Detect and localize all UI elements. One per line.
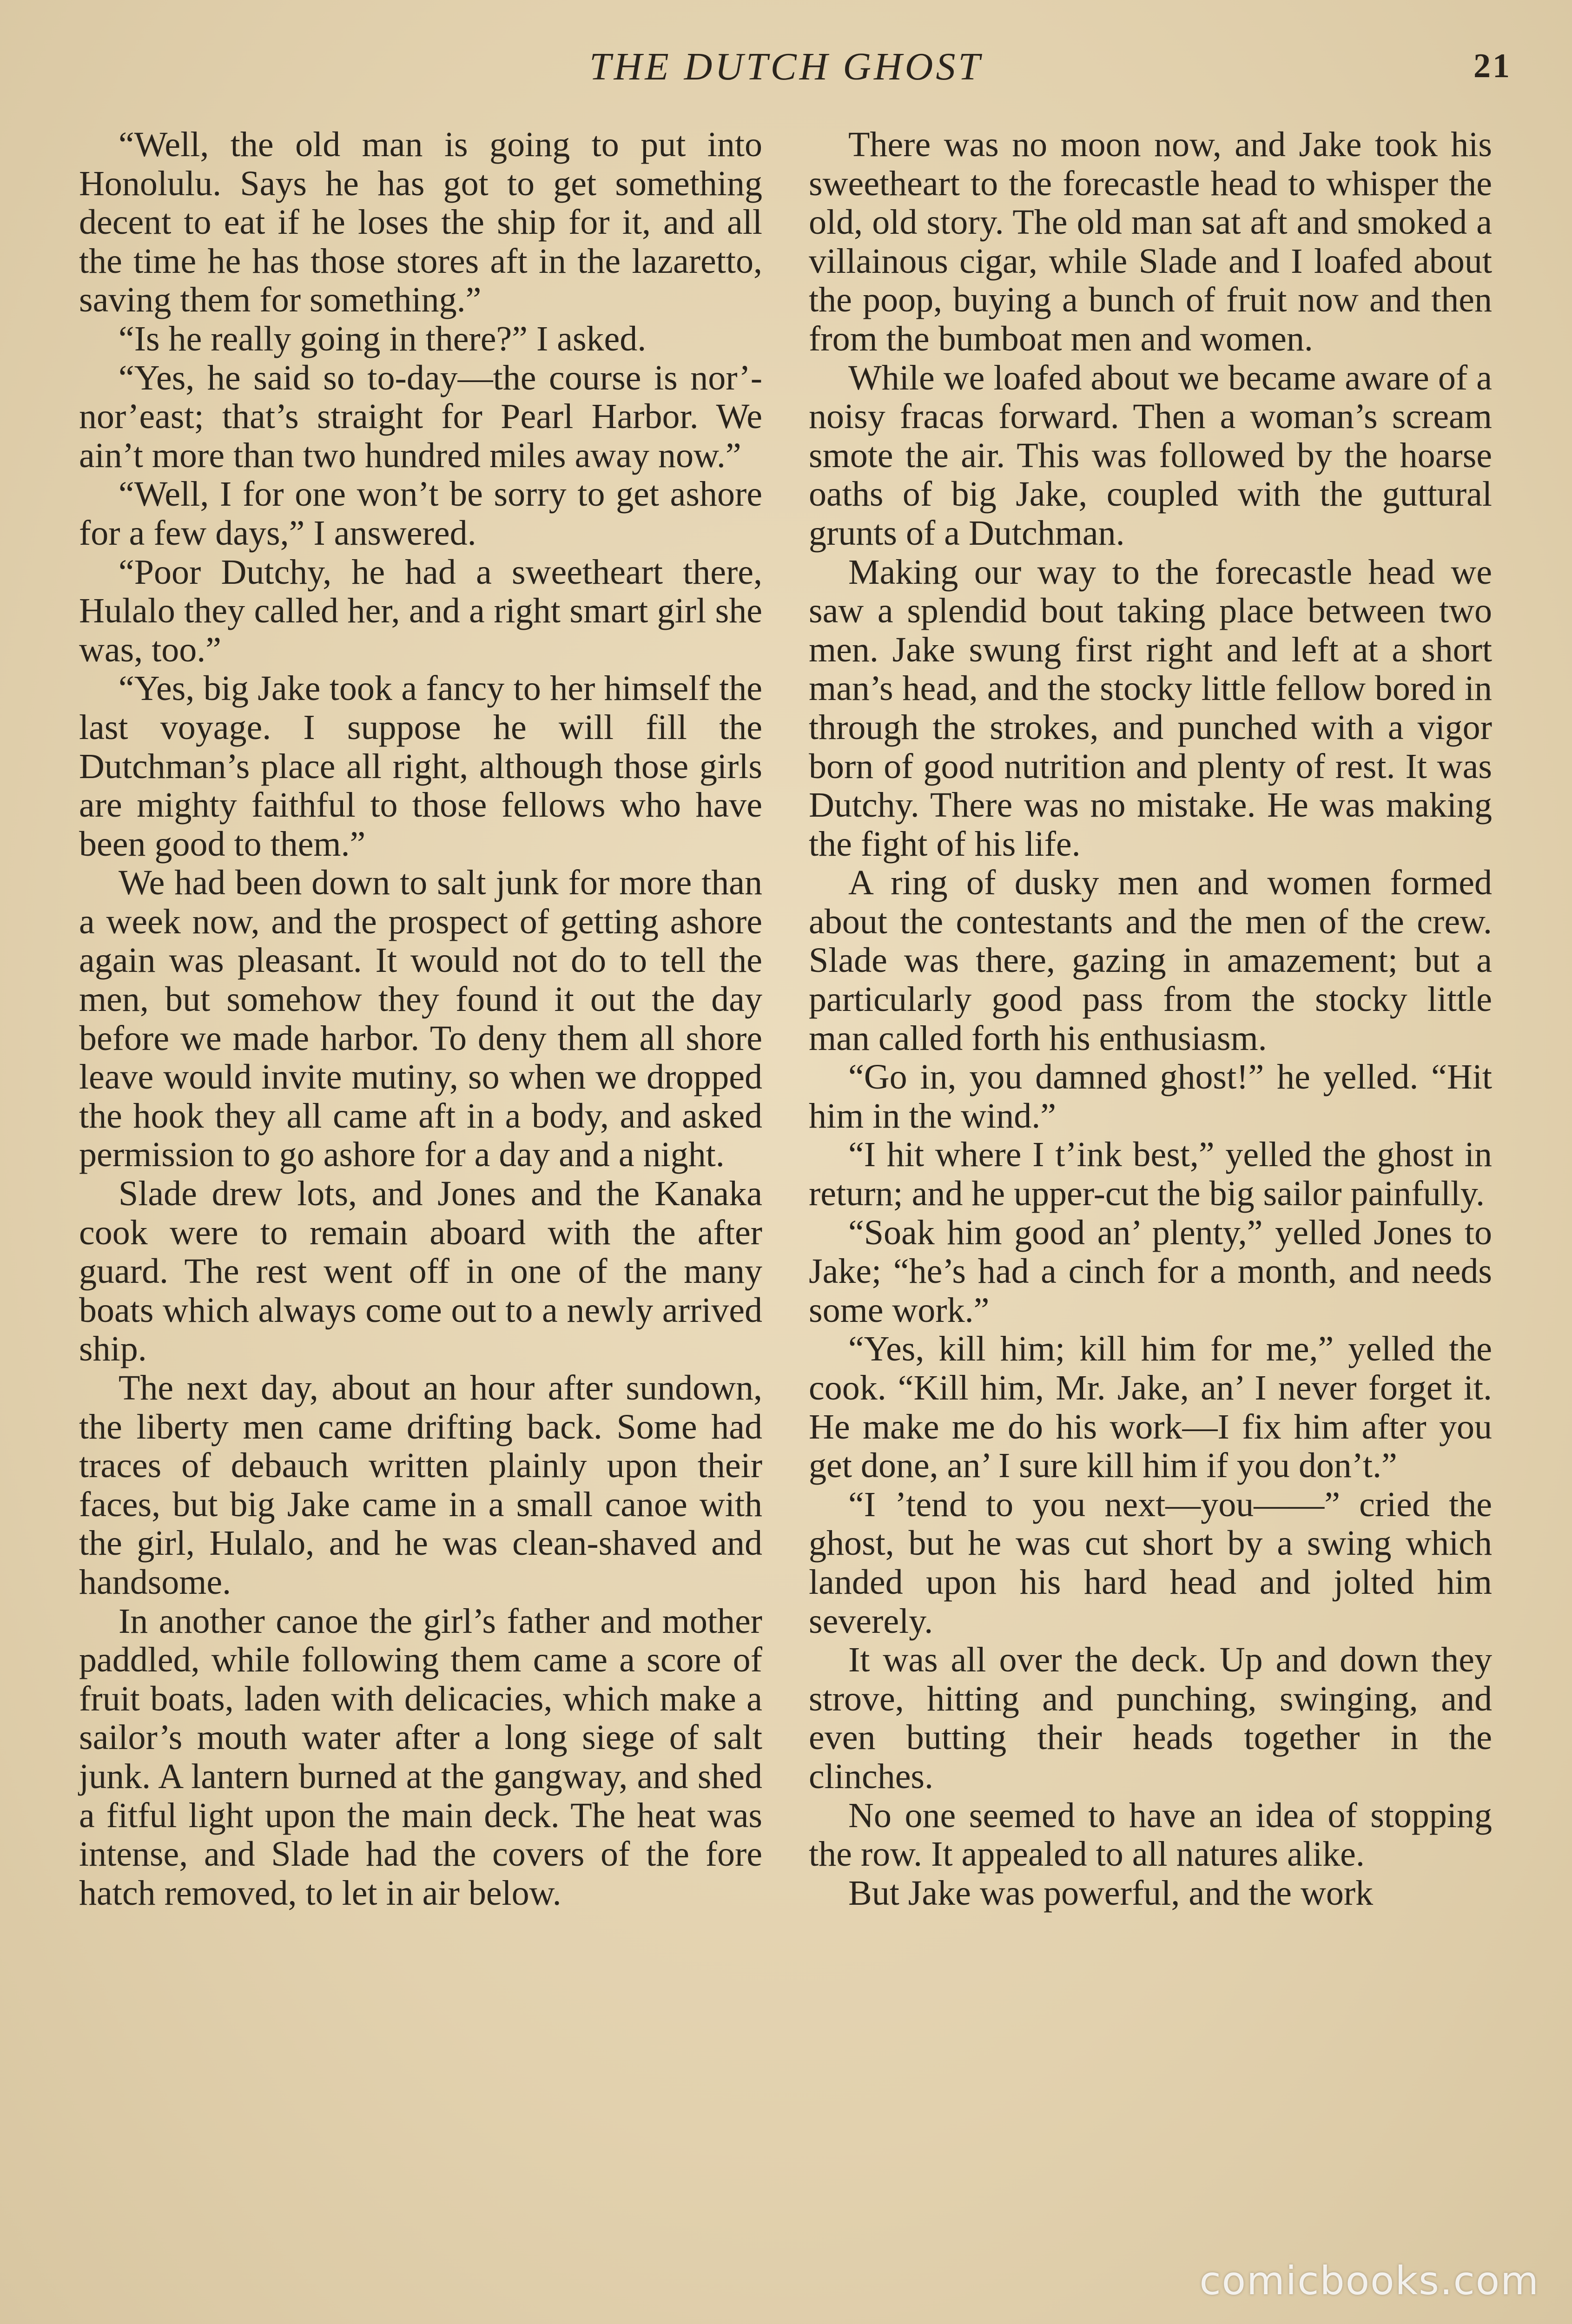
paragraph: In another canoe the girl’s father and mother paddled, while following them came a score of fruit boats, laden with delicacies, which make a sailor’s mouth water after a long siege of salt junk. A lantern burned at the gangway, and shed a fitful light upon the main deck. The heat was intense, and Slade had the covers of the fore hatch removed, to let in air below. xyxy=(79,1601,762,1913)
paragraph: “Yes, he said so to-day—the course is nor’-nor’east; that’s straight for Pearl Harbor. We ain’t more than two hundred miles away now.” xyxy=(79,358,762,475)
paragraph: “Yes, big Jake took a fancy to her himself the last voyage. I suppose he will fill the Dutchman’s place all right, although those girls are mighty faithful to those fellows who have been good to them.” xyxy=(79,669,762,864)
paragraph: Slade drew lots, and Jones and the Kanaka cook were to remain aboard with the after guard. The rest went off in one of the many boats which always come out to a newly arrived ship. xyxy=(79,1174,762,1369)
watermark: comicbooks.com xyxy=(1199,2258,1539,2304)
paragraph: It was all over the deck. Up and down they strove, hitting and punching, swinging, and even butting their heads together in the clinches. xyxy=(809,1640,1492,1796)
paragraph: “I hit where I t’ink best,” yelled the ghost in return; and he upper-cut the big sailor painfully. xyxy=(809,1135,1492,1214)
paragraph: We had been down to salt junk for more than a week now, and the prospect of getting ashore again was pleasant. It would not do to tell the men, but somehow they found it out the day before we made harbor. To deny them all shore leave would invite mutiny, so when we dropped the hook they all came aft in a body, and asked permission to go ashore for a day and a night. xyxy=(79,863,762,1175)
paragraph: While we loafed about we became aware of a noisy fracas forward. Then a woman’s scream smote the air. This was followed by the hoarse oaths of big Jake, coupled with the guttural grunts of a Dutchman. xyxy=(809,358,1492,553)
paragraph: “Well, I for one won’t be sorry to get ashore for a few days,” I answered. xyxy=(79,475,762,553)
paragraph: “Go in, you damned ghost!” he yelled. “Hit him in the wind.” xyxy=(809,1057,1492,1136)
running-head-title: THE DUTCH GHOST xyxy=(589,45,983,88)
paragraph: The next day, about an hour after sundown, the liberty men came drifting back. Some had traces of debauch written plainly upon their faces, but big Jake came in a small canoe with the girl, Hulalo, and he was clean-shaved and handsome. xyxy=(79,1368,762,1602)
paragraph: “Soak him good an’ plenty,” yelled Jones to Jake; “he’s had a cinch for a month, and needs some work.” xyxy=(809,1213,1492,1330)
paragraph: “Well, the old man is going to put into Honolulu. Says he has got to get something decent to eat if he loses the ship for it, and all the time he has those stores aft in the lazaretto, saving them for something.” xyxy=(79,125,762,320)
paragraph: There was no moon now, and Jake took his sweetheart to the forecastle head to whisper the old, old story. The old man sat aft and smoked a villainous cigar, while Slade and I loafed about the poop, buying a bunch of fruit now and then from the bumboat men and women. xyxy=(809,125,1492,358)
paragraph: A ring of dusky men and women formed about the contestants and the men of the crew. Slade was there, gazing in amazement; but a particularly good pass from the stocky little man called forth his enthusiasm. xyxy=(809,863,1492,1058)
page-number: 21 xyxy=(1473,47,1512,85)
right-column xyxy=(809,125,1492,1913)
paragraph: But Jake was powerful, and the work xyxy=(848,1873,1374,1913)
left-column xyxy=(79,125,762,1913)
paragraph: No one seemed to have an idea of stopping the row. It appealed to all natures alike. xyxy=(809,1796,1492,1874)
paragraph: “I ’tend to you next—you——” cried the ghost, but he was cut short by a swing which landed upon his hard head and jolted him severely. xyxy=(809,1485,1492,1641)
paragraph: “Is he really going in there?” I asked. xyxy=(119,319,647,358)
paragraph: Making our way to the forecastle head we saw a splendid bout taking place between two men. Jake swung first right and left at a short man’s head, and the stocky little fellow bored in through the strokes, and punched with a vigor born of good nutrition and plenty of rest. It was Dutchy. There was no mistake. He was making the fight of his life. xyxy=(809,552,1492,864)
paragraph: “Yes, kill him; kill him for me,” yelled the cook. “Kill him, Mr. Jake, an’ I never forget it. He make me do his work—I fix him after you get done, an’ I sure kill him if you don’t.” xyxy=(809,1329,1492,1486)
paragraph: “Poor Dutchy, he had a sweetheart there, Hulalo they called her, and a right smart girl she was, too.” xyxy=(79,552,762,669)
